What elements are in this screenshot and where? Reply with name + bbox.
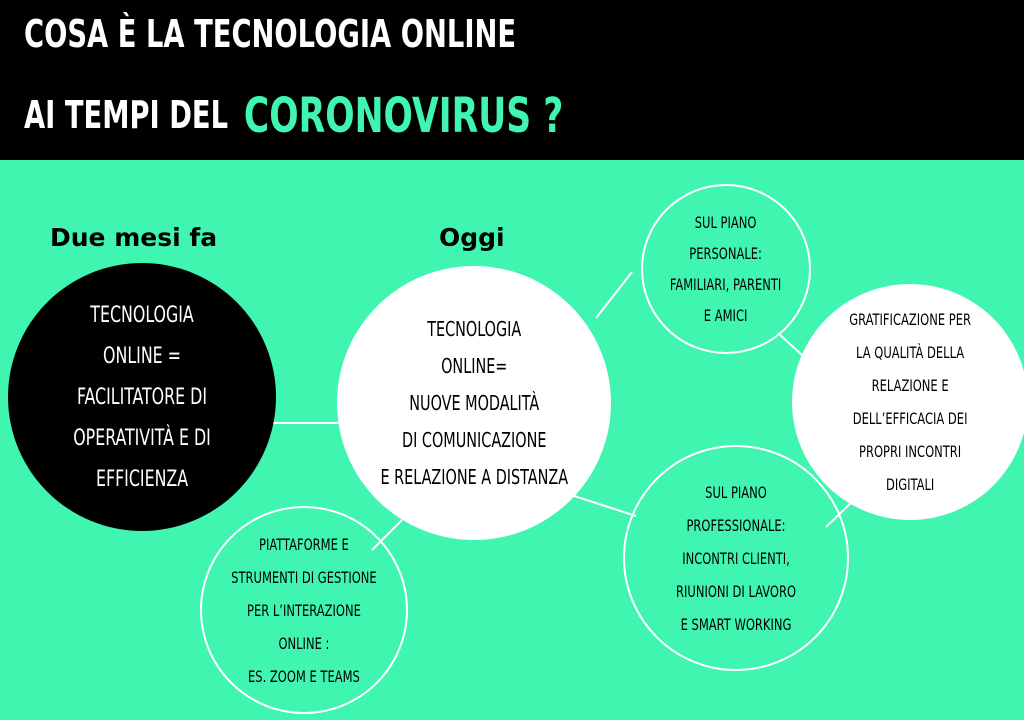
node-professionale	[623, 445, 849, 671]
node-professionale-text: SUL PIANO PROFESSIONALE: INCONTRI CLIENTI, RIUNIONI DI LAVORO E SMART WORKING	[675, 482, 796, 634]
title-accent: CORONOVIRUS ?	[243, 88, 564, 144]
node-piattaforme	[200, 506, 408, 714]
heading-due-mesi-fa: Due mesi fa	[50, 223, 218, 252]
node-due-mesi-fa	[8, 263, 276, 531]
connector-oggi-personale	[596, 272, 632, 318]
node-personale	[641, 184, 811, 354]
node-gratificazione	[792, 284, 1024, 520]
node-piattaforme-text: PIATTAFORME E STRUMENTI DI GESTIONE PER L’INTERAZIONE ONLINE : ES. ZOOM E TEAMS	[231, 534, 377, 686]
heading-oggi: Oggi	[439, 223, 505, 252]
node-personale-text: SUL PIANO PERSONALE: FAMILIARI, PARENTI E AMICI	[670, 213, 782, 325]
node-oggi	[337, 266, 611, 540]
node-oggi-text: TECNOLOGIA ONLINE= NUOVE MODALITÀ DI COMUNICAZIONE E RELAZIONE A DISTANZA	[380, 316, 568, 489]
node-gratificazione-text: GRATIFICAZIONE PER LA QUALITÀ DELLA RELAZIONE E DELL’EFFICACIA DEI PROPRI INCONTRI DIGITALI	[849, 310, 971, 494]
title-line-1: COSA È LA TECNOLOGIA ONLINE	[24, 12, 517, 56]
connector-oggi-professionale	[568, 494, 636, 516]
title-prefix: AI TEMPI DEL	[24, 93, 229, 137]
node-due-mesi-fa-text: TECNOLOGIA ONLINE = FACILITATORE DI OPERATIVITÀ E DI EFFICIENZA	[73, 302, 211, 492]
connector-personale-gratificazione	[778, 333, 803, 356]
